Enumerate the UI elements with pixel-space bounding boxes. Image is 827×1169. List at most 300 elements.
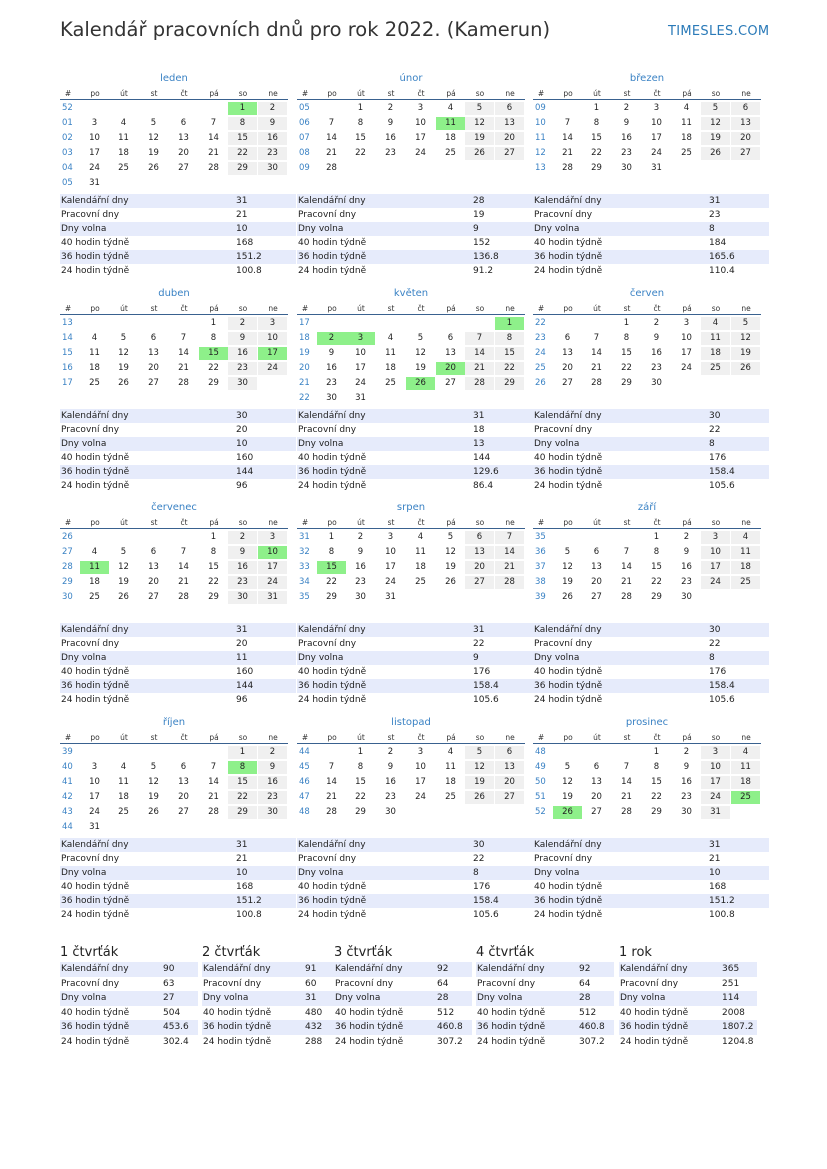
day-cell[interactable]: 15	[591, 133, 602, 143]
day-cell[interactable]: 30	[651, 378, 662, 388]
day-cell[interactable]: 23	[385, 148, 396, 158]
day-cell[interactable]: 7	[328, 118, 335, 128]
day-cell[interactable]: 24	[701, 576, 730, 589]
day-cell[interactable]: 20	[591, 792, 602, 802]
day-cell[interactable]: 15	[355, 777, 366, 787]
day-cell[interactable]: 5	[120, 547, 127, 557]
day-cell[interactable]: 7	[593, 333, 600, 343]
day-cell[interactable]: 16	[355, 562, 366, 572]
day-cell[interactable]: 26	[406, 377, 435, 390]
day-cell[interactable]: 6	[495, 746, 524, 759]
day-cell[interactable]: 29	[228, 806, 257, 819]
day-cell[interactable]: 12	[731, 332, 760, 345]
day-cell[interactable]: 7	[465, 332, 494, 345]
day-cell[interactable]: 7	[495, 531, 524, 544]
day-cell[interactable]: 16	[681, 562, 692, 572]
day-cell[interactable]: 1	[653, 532, 660, 542]
day-cell[interactable]: 15	[355, 133, 366, 143]
day-cell[interactable]: 8	[210, 333, 217, 343]
day-cell[interactable]: 30	[681, 592, 692, 602]
day-cell[interactable]: 8	[653, 547, 660, 557]
site-link[interactable]: TIMESLES.COM	[668, 24, 770, 39]
day-cell[interactable]: 14	[621, 777, 632, 787]
day-cell[interactable]: 11	[681, 118, 692, 128]
day-cell[interactable]: 12	[415, 348, 426, 358]
day-cell[interactable]: 25	[731, 791, 760, 804]
day-cell[interactable]: 1	[210, 532, 217, 542]
day-cell[interactable]: 27	[445, 378, 456, 388]
day-cell[interactable]: 26	[731, 362, 760, 375]
day-cell[interactable]: 4	[701, 317, 730, 330]
day-cell[interactable]: 13	[591, 562, 602, 572]
day-cell[interactable]: 28	[495, 576, 524, 589]
day-cell[interactable]: 18	[681, 133, 692, 143]
day-cell[interactable]: 5	[465, 102, 494, 115]
day-cell[interactable]: 31	[385, 592, 396, 602]
day-cell[interactable]: 5	[564, 762, 571, 772]
day-cell[interactable]: 13	[465, 546, 494, 559]
day-cell[interactable]: 30	[385, 807, 396, 817]
day-cell[interactable]: 16	[681, 777, 692, 787]
day-cell[interactable]: 23	[326, 378, 337, 388]
day-cell[interactable]: 11	[731, 546, 760, 559]
day-cell[interactable]: 11	[118, 777, 129, 787]
day-cell[interactable]: 9	[387, 762, 394, 772]
day-cell[interactable]: 11	[701, 332, 730, 345]
day-cell[interactable]: 28	[326, 807, 337, 817]
day-cell[interactable]: 23	[258, 147, 287, 160]
day-cell[interactable]: 15	[228, 776, 257, 789]
day-cell[interactable]: 12	[701, 117, 730, 130]
day-cell[interactable]: 20	[436, 362, 465, 375]
day-cell[interactable]: 30	[621, 163, 632, 173]
day-cell[interactable]: 2	[317, 332, 346, 345]
day-cell[interactable]: 22	[355, 792, 366, 802]
day-cell[interactable]: 9	[258, 761, 287, 774]
day-cell[interactable]: 14	[591, 348, 602, 358]
day-cell[interactable]: 17	[415, 133, 426, 143]
day-cell[interactable]: 25	[89, 378, 100, 388]
day-cell[interactable]: 29	[495, 377, 524, 390]
day-cell[interactable]: 27	[562, 378, 573, 388]
day-cell[interactable]: 1	[623, 318, 630, 328]
day-cell[interactable]: 17	[258, 561, 287, 574]
day-cell[interactable]: 7	[180, 333, 187, 343]
day-cell[interactable]: 26	[465, 791, 494, 804]
day-cell[interactable]: 12	[148, 777, 159, 787]
day-cell[interactable]: 21	[208, 792, 219, 802]
day-cell[interactable]: 20	[562, 363, 573, 373]
day-cell[interactable]: 19	[118, 577, 129, 587]
day-cell[interactable]: 14	[495, 546, 524, 559]
day-cell[interactable]: 27	[148, 378, 159, 388]
day-cell[interactable]: 28	[465, 377, 494, 390]
day-cell[interactable]: 19	[465, 776, 494, 789]
day-cell[interactable]: 13	[148, 562, 159, 572]
day-cell[interactable]: 13	[731, 117, 760, 130]
day-cell[interactable]: 5	[417, 333, 424, 343]
day-cell[interactable]: 26	[465, 147, 494, 160]
day-cell[interactable]: 31	[651, 163, 662, 173]
day-cell[interactable]: 6	[180, 762, 187, 772]
day-cell[interactable]: 8	[328, 547, 335, 557]
day-cell[interactable]: 23	[681, 577, 692, 587]
day-cell[interactable]: 28	[621, 807, 632, 817]
day-cell[interactable]: 27	[591, 592, 602, 602]
day-cell[interactable]: 2	[228, 531, 257, 544]
day-cell[interactable]: 9	[653, 333, 660, 343]
day-cell[interactable]: 24	[89, 163, 100, 173]
day-cell[interactable]: 24	[258, 362, 287, 375]
day-cell[interactable]: 5	[447, 532, 454, 542]
day-cell[interactable]: 23	[385, 792, 396, 802]
day-cell[interactable]: 27	[495, 791, 524, 804]
day-cell[interactable]: 15	[651, 777, 662, 787]
day-cell[interactable]: 28	[178, 378, 189, 388]
day-cell[interactable]: 12	[562, 562, 573, 572]
day-cell[interactable]: 9	[228, 332, 257, 345]
day-cell[interactable]: 18	[701, 347, 730, 360]
day-cell[interactable]: 7	[623, 762, 630, 772]
day-cell[interactable]: 20	[495, 776, 524, 789]
day-cell[interactable]: 19	[731, 347, 760, 360]
day-cell[interactable]: 6	[593, 762, 600, 772]
day-cell[interactable]: 25	[385, 378, 396, 388]
day-cell[interactable]: 1	[328, 532, 335, 542]
day-cell[interactable]: 14	[208, 133, 219, 143]
day-cell[interactable]: 2	[683, 747, 690, 757]
day-cell[interactable]: 7	[210, 762, 217, 772]
day-cell[interactable]: 1	[653, 747, 660, 757]
day-cell[interactable]: 30	[228, 377, 257, 390]
day-cell[interactable]: 5	[564, 547, 571, 557]
day-cell[interactable]: 5	[465, 746, 494, 759]
day-cell[interactable]: 9	[228, 546, 257, 559]
day-cell[interactable]: 27	[591, 807, 602, 817]
day-cell[interactable]: 18	[731, 776, 760, 789]
day-cell[interactable]: 22	[651, 577, 662, 587]
day-cell[interactable]: 13	[591, 777, 602, 787]
day-cell[interactable]: 4	[417, 532, 424, 542]
day-cell[interactable]: 19	[701, 132, 730, 145]
day-cell[interactable]: 6	[180, 118, 187, 128]
day-cell[interactable]: 31	[258, 591, 287, 604]
day-cell[interactable]: 24	[681, 363, 692, 373]
day-cell[interactable]: 2	[653, 318, 660, 328]
day-cell[interactable]: 26	[118, 378, 129, 388]
day-cell[interactable]: 4	[447, 747, 454, 757]
day-cell[interactable]: 13	[178, 777, 189, 787]
day-cell[interactable]: 12	[445, 547, 456, 557]
day-cell[interactable]: 7	[623, 547, 630, 557]
day-cell[interactable]: 19	[148, 792, 159, 802]
day-cell[interactable]: 10	[415, 118, 426, 128]
day-cell[interactable]: 9	[623, 118, 630, 128]
day-cell[interactable]: 3	[653, 103, 660, 113]
day-cell[interactable]: 1	[228, 746, 257, 759]
day-cell[interactable]: 16	[258, 776, 287, 789]
day-cell[interactable]: 13	[178, 133, 189, 143]
day-cell[interactable]: 19	[445, 562, 456, 572]
day-cell[interactable]: 3	[701, 746, 730, 759]
day-cell[interactable]: 31	[355, 393, 366, 403]
day-cell[interactable]: 23	[228, 576, 257, 589]
day-cell[interactable]: 28	[178, 592, 189, 602]
day-cell[interactable]: 16	[228, 347, 257, 360]
day-cell[interactable]: 23	[355, 577, 366, 587]
day-cell[interactable]: 9	[357, 547, 364, 557]
day-cell[interactable]: 17	[89, 148, 100, 158]
day-cell[interactable]: 21	[621, 577, 632, 587]
day-cell[interactable]: 8	[228, 761, 257, 774]
day-cell[interactable]: 21	[208, 148, 219, 158]
day-cell[interactable]: 4	[387, 333, 394, 343]
day-cell[interactable]: 24	[651, 148, 662, 158]
day-cell[interactable]: 26	[445, 577, 456, 587]
day-cell[interactable]: 28	[591, 378, 602, 388]
day-cell[interactable]: 14	[178, 348, 189, 358]
day-cell[interactable]: 28	[208, 807, 219, 817]
day-cell[interactable]: 22	[355, 148, 366, 158]
day-cell[interactable]: 4	[91, 547, 98, 557]
day-cell[interactable]: 19	[118, 363, 129, 373]
day-cell[interactable]: 23	[258, 791, 287, 804]
day-cell[interactable]: 14	[326, 133, 337, 143]
day-cell[interactable]: 29	[651, 807, 662, 817]
day-cell[interactable]: 29	[591, 163, 602, 173]
day-cell[interactable]: 20	[591, 577, 602, 587]
day-cell[interactable]: 17	[415, 777, 426, 787]
day-cell[interactable]: 8	[228, 117, 257, 130]
day-cell[interactable]: 20	[731, 132, 760, 145]
day-cell[interactable]: 6	[447, 333, 454, 343]
day-cell[interactable]: 8	[210, 547, 217, 557]
day-cell[interactable]: 3	[91, 118, 98, 128]
day-cell[interactable]: 29	[228, 162, 257, 175]
day-cell[interactable]: 22	[228, 147, 257, 160]
day-cell[interactable]: 21	[495, 561, 524, 574]
day-cell[interactable]: 29	[621, 378, 632, 388]
day-cell[interactable]: 5	[120, 333, 127, 343]
day-cell[interactable]: 21	[591, 363, 602, 373]
day-cell[interactable]: 17	[681, 348, 692, 358]
day-cell[interactable]: 31	[701, 806, 730, 819]
day-cell[interactable]: 18	[731, 561, 760, 574]
day-cell[interactable]: 16	[258, 132, 287, 145]
day-cell[interactable]: 8	[653, 762, 660, 772]
day-cell[interactable]: 3	[346, 332, 375, 345]
day-cell[interactable]: 15	[621, 348, 632, 358]
day-cell[interactable]: 22	[326, 577, 337, 587]
day-cell[interactable]: 29	[651, 592, 662, 602]
day-cell[interactable]: 6	[465, 531, 494, 544]
day-cell[interactable]: 16	[385, 133, 396, 143]
day-cell[interactable]: 11	[80, 561, 109, 574]
day-cell[interactable]: 20	[495, 132, 524, 145]
day-cell[interactable]: 9	[683, 547, 690, 557]
day-cell[interactable]: 11	[385, 348, 396, 358]
day-cell[interactable]: 21	[326, 792, 337, 802]
day-cell[interactable]: 20	[178, 792, 189, 802]
day-cell[interactable]: 17	[651, 133, 662, 143]
day-cell[interactable]: 14	[465, 347, 494, 360]
day-cell[interactable]: 25	[731, 576, 760, 589]
day-cell[interactable]: 10	[701, 761, 730, 774]
day-cell[interactable]: 29	[208, 592, 219, 602]
day-cell[interactable]: 30	[355, 592, 366, 602]
day-cell[interactable]: 10	[681, 333, 692, 343]
day-cell[interactable]: 18	[89, 363, 100, 373]
day-cell[interactable]: 17	[89, 792, 100, 802]
day-cell[interactable]: 8	[623, 333, 630, 343]
day-cell[interactable]: 22	[208, 363, 219, 373]
day-cell[interactable]: 8	[593, 118, 600, 128]
day-cell[interactable]: 14	[621, 562, 632, 572]
day-cell[interactable]: 4	[91, 333, 98, 343]
day-cell[interactable]: 12	[148, 133, 159, 143]
day-cell[interactable]: 11	[445, 762, 456, 772]
day-cell[interactable]: 14	[326, 777, 337, 787]
day-cell[interactable]: 18	[415, 562, 426, 572]
day-cell[interactable]: 2	[683, 532, 690, 542]
day-cell[interactable]: 27	[465, 576, 494, 589]
day-cell[interactable]: 6	[731, 102, 760, 115]
day-cell[interactable]: 27	[495, 147, 524, 160]
day-cell[interactable]: 17	[355, 363, 366, 373]
day-cell[interactable]: 14	[562, 133, 573, 143]
day-cell[interactable]: 11	[118, 133, 129, 143]
day-cell[interactable]: 19	[465, 132, 494, 145]
day-cell[interactable]: 10	[415, 762, 426, 772]
day-cell[interactable]: 13	[562, 348, 573, 358]
day-cell[interactable]: 5	[150, 118, 157, 128]
day-cell[interactable]: 2	[387, 103, 394, 113]
day-cell[interactable]: 28	[621, 592, 632, 602]
day-cell[interactable]: 12	[562, 777, 573, 787]
day-cell[interactable]: 3	[387, 532, 394, 542]
day-cell[interactable]: 9	[683, 762, 690, 772]
day-cell[interactable]: 26	[701, 147, 730, 160]
day-cell[interactable]: 22	[591, 148, 602, 158]
day-cell[interactable]: 28	[326, 163, 337, 173]
day-cell[interactable]: 30	[681, 807, 692, 817]
day-cell[interactable]: 25	[681, 148, 692, 158]
day-cell[interactable]: 3	[91, 762, 98, 772]
day-cell[interactable]: 2	[357, 532, 364, 542]
day-cell[interactable]: 18	[445, 777, 456, 787]
day-cell[interactable]: 14	[178, 562, 189, 572]
day-cell[interactable]: 29	[355, 807, 366, 817]
day-cell[interactable]: 1	[228, 102, 257, 115]
day-cell[interactable]: 1	[210, 318, 217, 328]
day-cell[interactable]: 24	[355, 378, 366, 388]
day-cell[interactable]: 4	[731, 746, 760, 759]
day-cell[interactable]: 10	[89, 777, 100, 787]
day-cell[interactable]: 9	[328, 348, 335, 358]
day-cell[interactable]: 2	[228, 317, 257, 330]
day-cell[interactable]: 7	[564, 118, 571, 128]
day-cell[interactable]: 1	[495, 317, 524, 330]
day-cell[interactable]: 19	[415, 363, 426, 373]
day-cell[interactable]: 9	[258, 117, 287, 130]
day-cell[interactable]: 26	[553, 806, 582, 819]
day-cell[interactable]: 20	[148, 577, 159, 587]
day-cell[interactable]: 23	[621, 148, 632, 158]
day-cell[interactable]: 6	[150, 333, 157, 343]
day-cell[interactable]: 4	[120, 762, 127, 772]
day-cell[interactable]: 11	[436, 117, 465, 130]
day-cell[interactable]: 3	[417, 747, 424, 757]
day-cell[interactable]: 22	[651, 792, 662, 802]
day-cell[interactable]: 23	[681, 792, 692, 802]
day-cell[interactable]: 1	[593, 103, 600, 113]
day-cell[interactable]: 19	[148, 148, 159, 158]
day-cell[interactable]: 12	[465, 117, 494, 130]
day-cell[interactable]: 30	[258, 806, 287, 819]
day-cell[interactable]: 18	[118, 792, 129, 802]
day-cell[interactable]: 28	[562, 163, 573, 173]
day-cell[interactable]: 3	[258, 531, 287, 544]
day-cell[interactable]: 26	[148, 163, 159, 173]
day-cell[interactable]: 12	[118, 562, 129, 572]
day-cell[interactable]: 13	[148, 348, 159, 358]
day-cell[interactable]: 13	[495, 117, 524, 130]
day-cell[interactable]: 31	[89, 822, 100, 832]
day-cell[interactable]: 24	[415, 792, 426, 802]
day-cell[interactable]: 19	[562, 792, 573, 802]
day-cell[interactable]: 3	[258, 317, 287, 330]
day-cell[interactable]: 25	[118, 163, 129, 173]
day-cell[interactable]: 18	[385, 363, 396, 373]
day-cell[interactable]: 1	[357, 747, 364, 757]
day-cell[interactable]: 17	[701, 561, 730, 574]
day-cell[interactable]: 30	[228, 591, 257, 604]
day-cell[interactable]: 17	[701, 776, 730, 789]
day-cell[interactable]: 2	[623, 103, 630, 113]
day-cell[interactable]: 8	[357, 762, 364, 772]
day-cell[interactable]: 21	[465, 362, 494, 375]
day-cell[interactable]: 8	[357, 118, 364, 128]
day-cell[interactable]: 29	[326, 592, 337, 602]
day-cell[interactable]: 27	[731, 147, 760, 160]
day-cell[interactable]: 5	[701, 102, 730, 115]
day-cell[interactable]: 9	[387, 118, 394, 128]
day-cell[interactable]: 3	[701, 531, 730, 544]
day-cell[interactable]: 11	[731, 761, 760, 774]
day-cell[interactable]: 24	[258, 576, 287, 589]
day-cell[interactable]: 31	[89, 178, 100, 188]
day-cell[interactable]: 7	[180, 547, 187, 557]
day-cell[interactable]: 4	[683, 103, 690, 113]
day-cell[interactable]: 16	[326, 363, 337, 373]
day-cell[interactable]: 5	[731, 317, 760, 330]
day-cell[interactable]: 16	[385, 777, 396, 787]
day-cell[interactable]: 6	[593, 547, 600, 557]
day-cell[interactable]: 24	[385, 577, 396, 587]
day-cell[interactable]: 30	[326, 393, 337, 403]
day-cell[interactable]: 15	[495, 347, 524, 360]
day-cell[interactable]: 3	[683, 318, 690, 328]
day-cell[interactable]: 10	[258, 546, 287, 559]
day-cell[interactable]: 11	[89, 348, 100, 358]
day-cell[interactable]: 10	[651, 118, 662, 128]
day-cell[interactable]: 18	[445, 133, 456, 143]
day-cell[interactable]: 27	[178, 163, 189, 173]
day-cell[interactable]: 24	[89, 807, 100, 817]
day-cell[interactable]: 3	[417, 103, 424, 113]
day-cell[interactable]: 24	[415, 148, 426, 158]
day-cell[interactable]: 15	[317, 561, 346, 574]
